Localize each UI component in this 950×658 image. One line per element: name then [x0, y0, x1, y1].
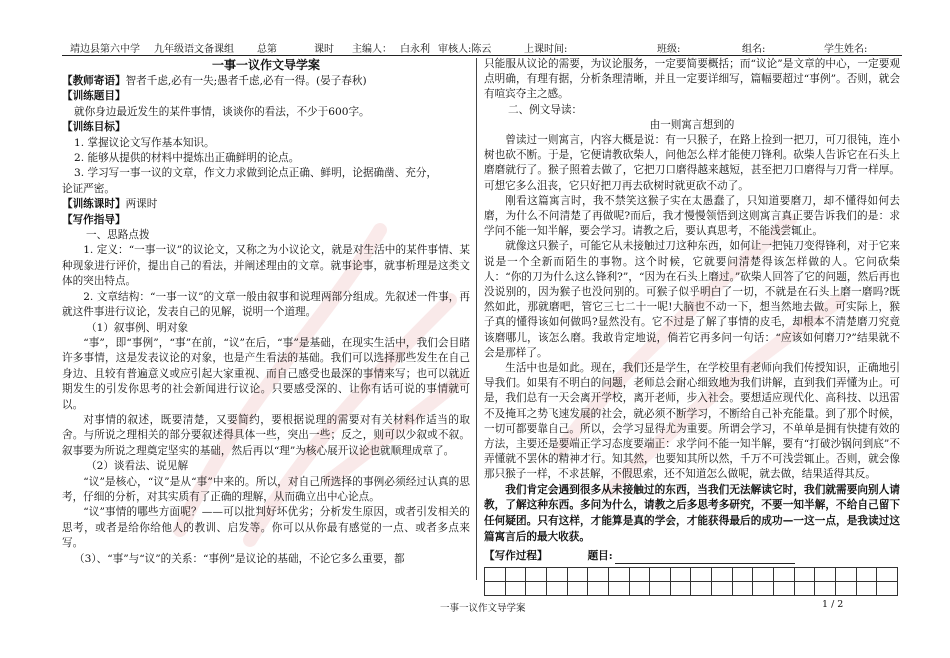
reviewer-label: 审核人:陈云	[438, 44, 492, 55]
essay-title: 由一则寓言想到的	[649, 118, 735, 131]
right-column	[484, 57, 900, 596]
goal-item-cont: 论证严密。	[62, 182, 115, 195]
essay-conclusion: 我们肯定会遇到很多从未接触过的东西，当我们无法解读它时，我们就需要向别人请教，了解这种东西。多问为什么，请教之后多思考多研究，不要一知半解，不给自己留下任何疑团。只有这样，才能算是真的学会，才能获得最后的成功—一这一点，是我读过这篇寓言后的最大收获。	[484, 483, 900, 544]
left-column	[62, 57, 470, 567]
sub-heading: （2）谈看法、说见解	[86, 460, 189, 473]
paragraph: “事”，即“事例”，“事”在前，“议”在后，“事”是基础，在现实生活中，我们会目睹许多事情，这是发表议论的对象，也是产生看法的基础。我们可以选择那些发生在自己身边、且较有普遍意义或应引起大家重视、而自己感受也最深的事情来写；也可以就近期发生的引发你思考的社会新闻进行议论。只要感受深的、让你有话可说的事情就可以。	[62, 336, 470, 411]
school-name: 靖边县第六中学	[70, 44, 140, 55]
grade-group: 九年级语文备课组	[154, 44, 234, 55]
page-title: 一事一议作文导学案	[211, 58, 320, 72]
section-heading: 一、思路点拨	[86, 229, 150, 242]
student-name-label: 学生姓名:	[824, 44, 868, 55]
paragraph: “议”是核心，“议”是从“事”中来的。所以，对自己所选择的事例必须经过认真的思考，仔细的分析，对其实质有了正确的理解，从而确立出中心论点。	[62, 475, 470, 503]
teacher-message	[62, 74, 470, 89]
teacher-message-label: 【教师寄语】	[62, 75, 126, 87]
training-hours-label: 【训练课时】	[62, 198, 126, 211]
training-hours-value: 两课时	[125, 198, 158, 211]
composition-grid[interactable]	[484, 567, 898, 596]
essay-paragraph: 生活中也是如此。现在，我们还是学生，在学校里有老师向我们传授知识，正确地引导我们。如果有不明白的问题，老师总会耐心细致地为我们讲解，直到我们弄懂为止。可是，我们总有一天会离开学校，离开老师，步入社会。要想适应现代化、高科技、以迅雷不及掩耳之势飞速发展的社会，就必须不断学习，不断给自己补充能量。到了那个时候，一切可都要靠自己。所以，会学习显得尤为重要。所谓会学习，不单单是拥有快捷有效的方法，主要还是要端正学习态度要端正：求学问不能一知半解，要有“打破沙锅问到底”不弄懂就不罢休的精神才行。知其然，也要知其所以然，千万不可浅尝辄止。否则，就会像那只猴子一样，不求甚解，不假思索，还不知道怎么做呢，就去做，结果适得其反。	[484, 362, 900, 481]
paragraph: “议”事情的哪些方面呢？——可以批判好坏优劣；分析发生原因，或者引发相关的思考，或者是给你给他人的教训、启发等。你可以从你最有感觉的一点、或者多点来写。	[62, 506, 470, 550]
paragraph: 1. 定义：“一事一议”的议论文，又称之为小议论文，就是对生活中的某件事情、某种现象进行评价，提出自己的看法，并阐述理由的文章。就事论事，就事析理是这类文体的突出特点。	[62, 244, 470, 288]
page-number: 1 / 2	[822, 599, 844, 610]
topic-label: 题目:	[587, 549, 613, 562]
paragraph: 2. 文章结构：“一事一议”的文章一般由叙事和说理两部分组成。先叙述一件事，再就这件事进行议论，发表自己的见解，说明一个道理。	[62, 290, 470, 319]
essay-paragraph: 就像这只猴子，可能它从未接触过刀这种东西，如何让一把钝刀变得锋利，对于它来说是一个全新而陌生的事物。这个时候，它就要问清楚得该怎样做的人。它问砍柴人：“你的刀为什么这么锋利?”，“因为在石头上磨过。”砍柴人回答了它的问题，然后再也没说别的，因为猴子也没问别的。可猴子似乎明白了一切，不就是在石头上磨一磨吗?既然如此，那就磨吧，管它三七二十一呢!大脑也不动一下，想当然地去做。可实际上，猴子真的懂得该如何做吗?显然没有。它不过是了解了事情的皮毛，却根本不清楚磨刀究竟该磨哪儿，该怎么磨。我敢肯定地说，倘若它再多问一句话：“应该如何磨刀?”结果就不会是那样了。	[484, 240, 900, 359]
goal-item: 2. 能够从提供的材料中提炼出正确鲜明的论点。	[74, 152, 300, 165]
training-goal-label: 【训练目标】	[62, 121, 126, 134]
essay-paragraph: 刚看这篇寓言时，我不禁笑这猴子实在太愚蠢了，只知道要磨刀，却不懂得如何去磨，为什么不问清楚了再做呢?而后，我才慢慢领悟到这则寓言真正要告诉我们的是：求学问不能一知半解，要会学习。请教之后，要认真思考，不能浅尝辄止。	[484, 194, 900, 238]
sub-heading: （1）叙事例、明对象	[86, 321, 189, 334]
footer-doc-name: 一事一议作文导学案	[440, 603, 526, 614]
paragraph: 只能服从议论的需要，为议论服务，一定要简要概括；而“议论”是文章的中心，一定要观点明确，有理有据，分析条理清晰，并且一定要详细写，篇幅要超过“事例”。否则，就会有喧宾夺主之感。	[484, 58, 900, 101]
paragraph: （3）、“事”与“议”的关系：“事例”是议论的基础，不论它多么重要，都	[74, 552, 405, 565]
training-topic: 就你身边最近发生的某件事情，谈谈你的看法，不少于600字。	[74, 105, 370, 118]
writing-guide-label: 【写作指导】	[62, 213, 126, 226]
training-hours	[62, 197, 470, 212]
training-topic-label: 【训练题目】	[62, 90, 126, 103]
total-number-label: 总第	[257, 44, 277, 55]
editor-label: 主编人：	[352, 44, 392, 55]
class-label: 班级:	[657, 44, 681, 55]
group-label: 组名:	[742, 44, 766, 55]
teacher-message-text: 智者千虑,必有一失;愚者千虑,必有一得。(晏子春秋)	[125, 75, 367, 87]
editor-name: 白永利	[400, 44, 430, 55]
column-divider	[476, 58, 477, 580]
goal-item: 3. 学习写一事一议的文章，作文力求做到论点正确、鲜明，论据确凿、充分，	[74, 167, 438, 180]
class-time-label: 上课时间:	[524, 44, 568, 55]
essay-paragraph: 曾读过一则寓言，内容大概是说：有一只猴子，在路上捡到一把刀，可刀很钝，连小树也砍不断。于是，它便请教砍柴人，问他怎么样才能使刀锋利。砍柴人告诉它在石头上磨磨就行了。猴子照着去做了，它把刀口磨得越来越短，甚至把刀口磨得与刀背一样厚。可想它多么沮丧，它只好把刀再去砍树时就更砍不动了。	[484, 134, 900, 192]
topic-input-line[interactable]	[615, 552, 795, 564]
header-rule	[62, 55, 902, 56]
writing-process-label: 【写作过程】	[484, 549, 548, 562]
goal-item: 1. 掌握议论文写作基本知识。	[74, 136, 215, 149]
writing-process-row	[484, 549, 900, 564]
section-heading: 二、例文导读：	[508, 103, 583, 116]
paragraph: 对事情的叙述，既要清楚，又要简约，要根据说理的需要对有关材料作适当的取舍。与所说之理相关的部分要叙述得具体一些，突出一些；反之，则可以少叙或不叙。叙事要为所说之理奠定坚实的基础，然后再以“理”为核心展开议论也就顺理成章了。	[62, 413, 470, 457]
period-label: 课时	[314, 44, 334, 55]
